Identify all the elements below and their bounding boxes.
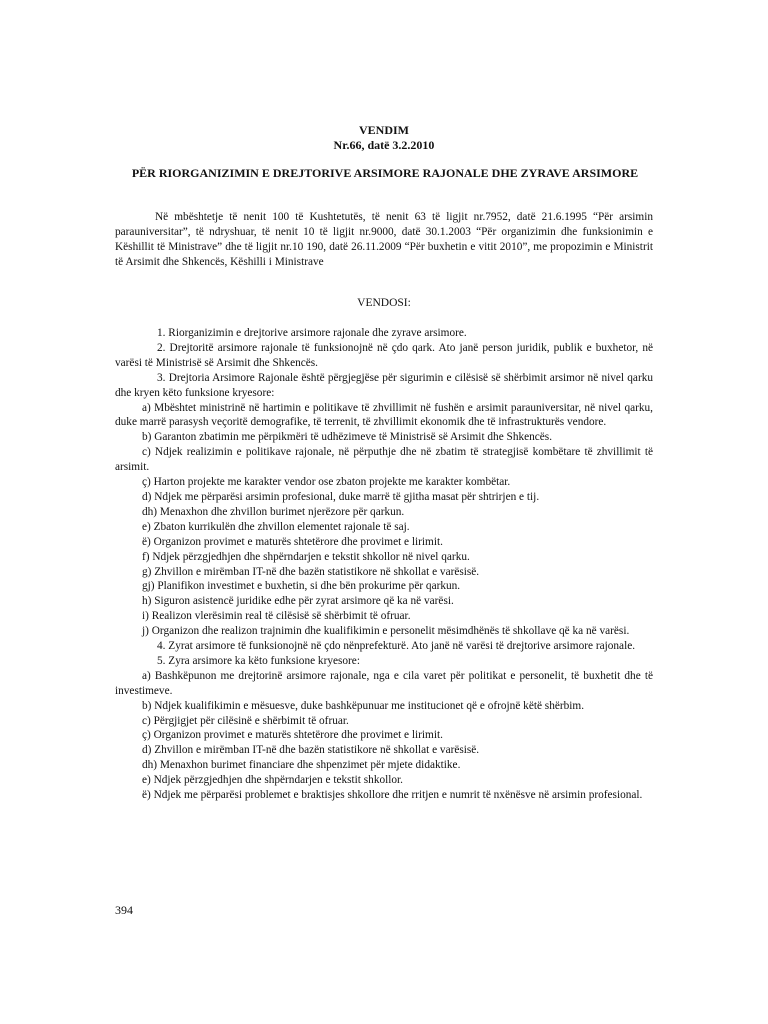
sub-item: c) Përgjigjet për cilësinë e shërbimit të ofruar.: [142, 714, 349, 727]
sub-item: a) Bashkëpunon me drejtorinë arsimore rajonale, nga e cila varet për politikat e personelit, të buxhetit dhe të investimeve.: [115, 669, 653, 697]
article-paragraph: 1. Riorganizimin e drejtorive arsimore rajonale dhe zyrave arsimore.: [157, 327, 467, 339]
decision-number: Nr.66, datë 3.2.2010: [333, 138, 435, 152]
decision-heading: PËR RIORGANIZIMIN E DREJTORIVE ARSIMORE RAJONALE DHE ZYRAVE ARSIMORE: [131, 166, 639, 180]
sub-item: b) Ndjek kualifikimin e mësuesve, duke bashkëpunuar me institucionet që e ofrojnë këtë shërbim.: [142, 699, 585, 712]
sub-item: g) Zhvillon e mirëmban IT-në dhe bazën statistikore në shkollat e varësisë.: [142, 565, 480, 578]
sub-item: d) Ndjek me përparësi arsimin profesional, duke marrë të gjitha masat për shtrirjen e tij.: [142, 490, 540, 503]
sub-item: ç) Organizon provimet e maturës shtetërore dhe provimet e lirimit.: [142, 729, 443, 742]
sub-item: ë) Organizon provimet e maturës shtetërore dhe provimet e lirimit.: [142, 535, 443, 548]
sub-item: ë) Ndjek me përparësi problemet e braktisjes shkollore dhe rritjen e numrit të nxënësve në arsimin profesional.: [142, 789, 643, 802]
sub-item: j) Organizon dhe realizon trajnimin dhe kualifikimin e personelit mësimdhënës të shkollave që ka në varësi.: [142, 625, 630, 638]
sub-item: a) Mbështet ministrinë në hartimin e politikave të zhvillimit në fushën e arsimit parauniversitar, në nivel qarku, duke marrë parasysh veçoritë demografike, të terrenit, të zhvillimit ekonomik dhe të infrastrukturës vendore.: [115, 401, 653, 429]
sub-item: i) Realizon vlerësimin real të cilësisë së shërbimit të ofruar.: [142, 610, 411, 623]
decision-body: [115, 326, 653, 803]
sub-item: e) Ndjek përzgjedhjen dhe shpërndarjen e tekstit shkollor.: [142, 774, 404, 787]
article-paragraph: 5. Zyra arsimore ka këto funksione kryesore:: [157, 654, 360, 667]
sub-item: e) Zbaton kurrikulën dhe zhvillon elementet rajonale të saj.: [142, 520, 410, 533]
decision-title: VENDIM: [359, 123, 409, 137]
article-paragraph: 4. Zyrat arsimore të funksionojnë në çdo nënprefekturë. Ato janë në varësi të drejtorive arsimore rajonale.: [157, 640, 636, 653]
sub-item: f) Ndjek përzgjedhjen dhe shpërndarjen e tekstit shkollor në nivel qarku.: [142, 550, 470, 563]
sub-item: c) Ndjek realizimin e politikave rajonale, në përputhje dhe në zbatim të strategjisë kombëtare të zhvillimit të arsimit.: [115, 446, 653, 474]
sub-item: gj) Planifikon investimet e buxhetin, si dhe bën prokurime për qarkun.: [142, 580, 461, 593]
sub-item: b) Garanton zbatimin me përpikmëri të udhëzimeve të Ministrisë së Arsimit dhe Shkencës.: [142, 431, 553, 444]
article-paragraph: 3. Drejtoria Arsimore Rajonale është përgjegjëse për sigurimin e cilësisë së shërbimit arsimor në nivel qarku dhe kryen këto funksione kryesore:: [115, 371, 653, 399]
page-number: 394: [115, 903, 133, 917]
article-paragraph: 2. Drejtoritë arsimore rajonale të funksionojnë në çdo qark. Ato janë person juridik, publik e buxhetor, në varësi të Ministrisë së Arsimit dhe Shkencës.: [115, 341, 653, 369]
preamble-paragraph: Në mbështetje të nenit 100 të Kushtetutës, të nenit 63 të ligjit nr.7952, datë 21.6.1995 “Për arsimin parauniversitar”, të ndryshuar, të nenit 10 të ligjit nr.9000, datë 30.1.2003 “Për organizimin dhe funksionimin e Këshillit të Ministrave” dhe të ligjit nr.10 190, datë 26.11.2009 “Për buxhetin e vitit 2010”, me propozimin e Ministrit të Arsimit dhe Shkencës, Këshilli i Ministrave: [115, 211, 653, 268]
sub-item: h) Siguron asistencë juridike edhe për zyrat arsimore që ka në varësi.: [142, 595, 454, 608]
vendosi-heading: VENDOSI:: [357, 297, 411, 309]
sub-item: dh) Menaxhon burimet financiare dhe shpenzimet për mjete didaktike.: [142, 759, 461, 772]
sub-item: ç) Harton projekte me karakter vendor ose zbaton projekte me karakter kombëtar.: [142, 476, 511, 489]
sub-item: d) Zhvillon e mirëmban IT-në dhe bazën statistikore në shkollat e varësisë.: [142, 744, 480, 757]
sub-item: dh) Menaxhon dhe zhvillon burimet njerëzore për qarkun.: [142, 505, 405, 518]
